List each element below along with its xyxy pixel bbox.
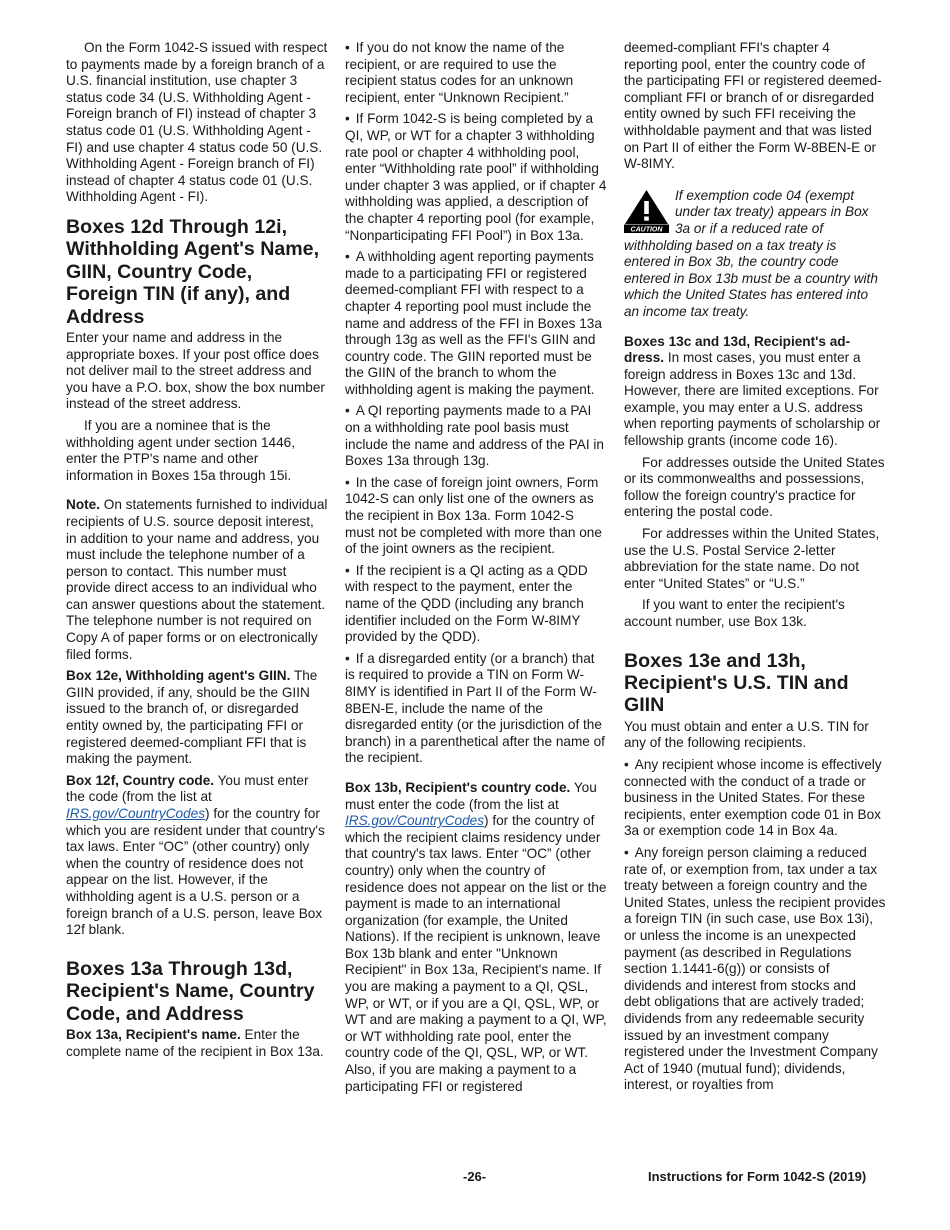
- note-lead: Note.: [66, 497, 100, 513]
- caution-note: [624, 188, 886, 321]
- paragraph-box-13a: [66, 1027, 328, 1060]
- box-13b-text-1: You must enter the code (from the list at: [345, 779, 597, 812]
- box-12e-text: The GIIN provided, if any, should be the GIIN issued to the branch of, or disregarded entity owned by, the participating FFI or registered deemed-compliant FFI that is making the payment.: [66, 668, 318, 767]
- box-12e-lead: Box 12e, Withholding agent's GIIN.: [66, 668, 291, 684]
- bullet-withholding-rate-pool: • If Form 1042-S is being completed by a QI, WP, or WT for a chapter 3 withholding rate pool or chapter 4 withholding pool, enter “Withholding rate pool” if withholding under chapter 3 was applied, or if chapter 4 withholding was applied, a description of the chapter 4 reporting pool (for example, “Nonparticipating FFI Pool”) in Box 13a.: [345, 111, 607, 244]
- box-12f-text-2: ) for the country for which you are resident under that country's tax laws. Enter “OC” (other country) only when the country of residence does not appear on the list. However, if the withholding agent is a U.S. person or a foreign branch of a U.S. person, leave Box 12f blank.: [66, 806, 325, 938]
- box-13c-lead: Boxes 13c and 13d, Recipient's ad-dress.: [624, 333, 851, 366]
- caution-icon: [624, 189, 669, 233]
- paragraph-box-13c-13d: [624, 334, 886, 450]
- bullet-reporting-pool: • A withholding agent reporting payments made to a participating FFI or registered deemed-compliant FFI with respect to a chapter 4 reporting pool must include the name and address of the FFI in Boxes 13a through 13g as well as the FFI's GIIN and country code. The GIIN reported must be the GIIN of the branch to whom the withholding agent is making the payment.: [345, 249, 607, 398]
- box-13b-lead: Box 13b, Recipient's country code.: [345, 779, 571, 795]
- box-12f-lead: Box 12f, Country code.: [66, 772, 215, 788]
- paragraph-account-number: If you want to enter the recipient's account number, use Box 13k.: [624, 597, 845, 629]
- paragraph-tin-required: You must obtain and enter a U.S. TIN for any of the following recipients.: [624, 718, 869, 751]
- country-codes-link-2[interactable]: IRS.gov/CountryCodes: [345, 813, 485, 829]
- bullet-qdd: • If the recipient is a QI acting as a QDD with respect to the payment, enter the name of the QDD (including any branch identifier included on the Form W-8IMY provided by the QDD).: [345, 563, 607, 646]
- bullet-joint-owners: • In the case of foreign joint owners, Form 1042-S can only list one of the owners as the recipient in Box 13a. Form 1042-S must not be completed with more than one of the joint owners as the recipient.: [345, 475, 607, 558]
- country-codes-link[interactable]: IRS.gov/CountryCodes: [66, 806, 206, 821]
- paragraph-continued: deemed-compliant FFI's chapter 4 reporting pool, enter the country code of the participating FFI or registered deemed-compliant FFI or branch of or disregarded entity owned by such FFI receiving the withholdable payment and that was listed on Part II of either the Form W-8BEN-E or W-8IMY.: [624, 40, 882, 172]
- paragraph-within-us: For addresses within the United States, use the U.S. Postal Service 2-letter abbreviation for the state name. Do not enter “United States” or “U.S.”: [624, 526, 880, 591]
- paragraph-nominee: If you are a nominee that is the withholding agent under section 1446, enter the PTP's name and other information in Boxes 15a through 15i.: [66, 417, 295, 483]
- heading-boxes-13a-13d: Boxes 13a Through 13d, Recipient's Name, Country Code, and Address: [66, 957, 315, 1025]
- bullet-treaty-claim: • Any foreign person claiming a reduced rate of, or exemption from, tax under a tax treaty between a foreign country and the United States, unless the recipient provides a foreign TIN (in such case, use Box 13i), or unless the income is an unexpected payment (as described in Regulations section 1.1441-6(g)) or consists of dividends and interest from stocks and debt obligations that are actively traded; dividends from any redeemable security issued by an investment company registered under the Investment Company Act of 1940 (mutual fund); dividends, interest, or royalties from: [624, 845, 886, 1094]
- paragraph-box-12e: [66, 668, 328, 768]
- box-13a-lead: Box 13a, Recipient's name.: [66, 1026, 241, 1042]
- caution-label: CAUTION: [630, 226, 663, 233]
- column-1: [66, 40, 328, 1065]
- paragraph-outside-us: For addresses outside the United States or its commonwealths and possessions, follow the foreign country's practice for entering the postal code.: [624, 454, 885, 520]
- paragraph-intro: On the Form 1042-S issued with respect to payments made by a foreign branch of a U.S. financial institution, use chapter 3 status code 34 (U.S. Withholding Agent - Foreign branch of FI) instead of chapter 3 status code 01 (U.S. Withholding Agent - FI) and use chapter 4 status code 50 (U.S. Withholding Agent - Foreign branch of FI) instead of chapter 4 status code 01 (U.S. Withholding Agent - FI).: [66, 40, 328, 205]
- box-13a-text: Enter the complete name of the recipient in Box 13a.: [66, 1026, 324, 1059]
- bullet-disregarded-entity: • If a disregarded entity (or a branch) that is required to provide a TIN on Form W-8IMY is identified in Part II of the Form W-8BEN-E, include the name of the disregarded entity (or the jurisdiction of the branch) in a parenthetical after the name of the recipient.: [345, 651, 607, 767]
- heading-boxes-12d-12i: Boxes 12d Through 12i, Withholding Agent's Name, GIIN, Country Code, Foreign TIN (if any), and Address: [66, 215, 320, 328]
- box-13c-text: In most cases, you must enter a foreign address in Boxes 13c and 13d. However, there are limited exceptions. For example, you may enter a U.S. address when reporting payments of scholarship or fellowship grants (income code 16).: [624, 350, 881, 449]
- paragraph-name-address: Enter your name and address in the appropriate boxes. If your post office does not deliver mail to the street address and you have a P.O. box, show the box number instead of the street address.: [66, 329, 325, 412]
- note-text: On statements furnished to individual recipients of U.S. source deposit interest, in addition to your name and address, you must include the telephone number of a person to contact. This number must provide direct access to an individual who can answer questions about the statement. The telephone number is not required on Copy A of paper forms or on electronically filed forms.: [66, 497, 328, 662]
- column-2: [345, 40, 607, 1100]
- page-number: -26-: [463, 1169, 487, 1184]
- paragraph-box-12f: [66, 773, 328, 939]
- paragraph-note: [66, 497, 328, 663]
- heading-boxes-13e-13h: Boxes 13e and 13h, Recipient's U.S. TIN and GIIN: [624, 649, 849, 717]
- bullet-qi-pai: • A QI reporting payments made to a PAI on a withholding rate pool basis must include the name and address of the PAI in Boxes 13a through 13g.: [345, 403, 607, 469]
- bullet-unknown-recipient: • If you do not know the name of the recipient, or are required to use the recipient status codes for an unknown recipient, enter “Unknown Recipient.”: [345, 40, 607, 106]
- box-13b-text-2: ) for the country of which the recipient claims residency under that country's tax laws. Enter “OC” (other country) only when the country of residence does not appear on the list or the payment is made to an international organization (for example, the United Nations). If the recipient is unknown, leave Box 13b blank and enter "Unknown Recipient" in Box 13a, Recipient's name. If you are making a payment to a QI, QSL, WP, or WT, or if you are a QI, QSL, WP, or WT and are making a payment to a QI, WP, or WT withholding rate pool, enter the country code of the QI, QSL, WP, or WT. Also, if you are making a payment to a participating FFI or registered: [345, 813, 607, 1094]
- box-12f-text-1: You must enter the code (from the list at: [66, 772, 309, 805]
- footer-form-title: Instructions for Form 1042-S (2019): [648, 1169, 867, 1184]
- bullet-effectively-connected: • Any recipient whose income is effectively connected with the conduct of a trade or business in the United States. For these recipients, enter exemption code 01 in Box 3a or exemption code 14 in Box 4a.: [624, 757, 886, 840]
- paragraph-box-13b: [345, 780, 607, 1095]
- column-3: [624, 40, 886, 1099]
- caution-text: If exemption code 04 (exempt under tax treaty) appears in Box 3a or if a reduced rate of withholding based on a tax treaty is entered in Box 3b, the country code entered in Box 13b must be a country with which the United States has entered into an income tax treaty.: [624, 187, 878, 319]
